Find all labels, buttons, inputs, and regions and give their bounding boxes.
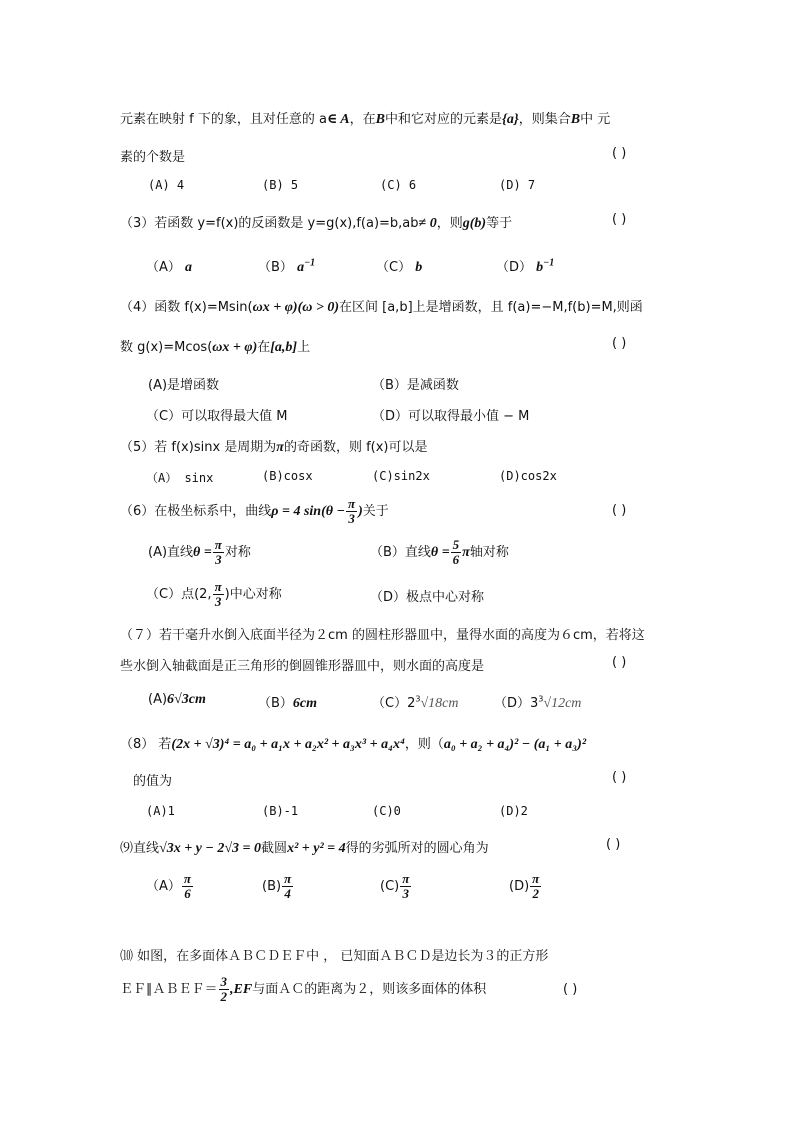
fraction	[182, 872, 193, 901]
denominator: 2	[220, 989, 228, 1004]
text: （8） 若	[120, 737, 172, 752]
math: B	[570, 112, 581, 127]
answer-bracket: ( )	[606, 837, 621, 852]
fraction	[400, 872, 411, 901]
answer-bracket: ( )	[612, 212, 627, 227]
text: （3）若函数 y=f(x)的反函数是 y=g(x),f(a)=b,ab	[120, 216, 419, 231]
math: g(b)	[462, 216, 487, 231]
label: （D）3	[494, 696, 539, 711]
numerator: π	[284, 871, 292, 886]
label: （D）	[496, 260, 533, 275]
question-3-stem	[120, 212, 512, 232]
denominator: 3	[214, 594, 222, 609]
fraction	[219, 975, 230, 1004]
math: b	[415, 260, 423, 275]
text: ，则集合	[518, 112, 571, 127]
option-b: (B)cosx	[262, 469, 313, 483]
text: 与面ＡＣ的距离为２，则该多面体的体积	[252, 982, 487, 997]
text: 数 g(x)=Mcos(	[120, 340, 213, 355]
label: (B)	[262, 879, 282, 894]
label: （C）点(2,	[146, 587, 212, 602]
numerator: π	[214, 579, 222, 594]
label: (A)直线	[148, 545, 194, 560]
text: ＥＦ∥ＡＢＥＦ＝	[120, 982, 218, 997]
option-d: （D）极点中心对称	[370, 590, 485, 605]
option-c	[380, 872, 412, 901]
superscript: −1	[543, 257, 555, 269]
denominator: 2	[532, 886, 539, 901]
text: ，在	[349, 112, 376, 127]
numerator: π	[183, 871, 192, 886]
math: ρ = 4 sin(θ −	[271, 504, 346, 519]
text: 上	[297, 340, 311, 355]
math: θ =	[193, 545, 212, 560]
text: （4）函数 f(x)=Msin(	[120, 300, 253, 315]
math: ≠ 0	[418, 216, 437, 231]
question-8-stem	[120, 733, 586, 753]
text: 对称	[224, 545, 251, 560]
text: )中心对称	[224, 587, 282, 602]
option-a	[146, 872, 194, 901]
question-4-stem	[120, 296, 643, 316]
question-8-line-2: 的值为	[133, 774, 173, 789]
superscript: −1	[304, 257, 316, 269]
denominator: 4	[284, 886, 291, 901]
answer-bracket: ( )	[612, 770, 627, 785]
option-d: (D) 7	[499, 178, 536, 192]
intro-line-1	[120, 108, 610, 128]
math: √3x + y − 2√3 = 0	[159, 841, 262, 856]
question-9-stem	[120, 837, 489, 857]
math: a₀ + a₂ + a₄)² − (a₁ + a₃)²	[443, 737, 587, 752]
option-b: (B) 5	[262, 178, 299, 192]
option-d	[509, 872, 542, 901]
math: 6cm	[292, 696, 318, 711]
math: π	[276, 440, 284, 455]
option-a	[148, 538, 251, 567]
math: )	[358, 504, 363, 519]
option-a: (A)1	[146, 804, 175, 818]
fraction	[213, 538, 224, 567]
option-c: (C)sin2x	[372, 469, 430, 483]
answer-bracket: ( )	[563, 982, 578, 997]
question-5-stem	[120, 436, 427, 456]
answer-bracket: ( )	[612, 336, 627, 351]
denominator: 6	[184, 886, 191, 901]
math: √18cm	[420, 696, 459, 711]
denominator: 3	[402, 886, 410, 901]
answer-bracket: ( )	[612, 503, 627, 518]
numerator: 5	[452, 537, 460, 552]
text: 等于	[486, 216, 513, 231]
option-a	[148, 692, 206, 708]
text: ⑼直线	[120, 841, 160, 856]
numerator: π	[402, 871, 410, 886]
text: ，则	[436, 216, 463, 231]
fraction	[282, 872, 293, 901]
option-c	[146, 580, 282, 609]
intro-line-2: 素的个数是	[120, 150, 186, 165]
math: a	[297, 260, 305, 275]
text: ，则（	[404, 737, 444, 752]
option-c	[372, 692, 458, 712]
text: 轴对称	[469, 545, 509, 560]
root-index: 3	[415, 694, 421, 704]
math: π	[462, 545, 470, 560]
text: （5）若 f(x)sinx 是周期为	[120, 440, 277, 455]
math: ωx + φ)	[212, 340, 258, 355]
math: ωx + φ)(ω > 0)	[252, 300, 340, 315]
math: √12cm	[543, 696, 582, 711]
label: (D)	[509, 879, 530, 894]
fraction	[213, 580, 224, 609]
math: ∈ A	[326, 112, 350, 127]
numerator: π	[348, 496, 356, 511]
text: 在区间 [a,b]上是增函数，且 f(a)=−M,f(b)=M,则函	[339, 300, 643, 315]
math: a	[185, 260, 193, 275]
option-d: (D)2	[499, 804, 528, 818]
option-d: （D）可以取得最小值 − M	[372, 409, 530, 424]
option-d	[496, 256, 554, 276]
text: 关于	[362, 504, 389, 519]
question-6-stem	[120, 497, 389, 526]
option-c	[376, 256, 422, 276]
math: B	[375, 112, 385, 127]
option-d: (D)cos2x	[499, 469, 557, 483]
label: （B）直线	[370, 545, 431, 560]
text: 截圆	[261, 841, 288, 856]
label: (C)	[380, 879, 400, 894]
option-b	[258, 256, 315, 276]
question-10-line-1: ⑽ 如图，在多面体ＡＢＣＤＥＦ中 ， 已知面ＡＢＣＤ是边长为３的正方形	[120, 949, 549, 964]
option-b	[262, 872, 294, 901]
denominator: 3	[215, 552, 222, 567]
fraction	[530, 872, 541, 901]
answer-bracket: ( )	[612, 655, 627, 670]
math: (2x + √3)⁴ = a₀ + a₁x + a₂x² + a₃x³ + a₄x⁴	[171, 737, 405, 752]
math: [a,b]	[270, 340, 298, 355]
option-b: （B）是减函数	[372, 378, 459, 393]
text: 元素在映射 f 下的象，且对任意的 a	[120, 112, 327, 127]
option-a: (A)是增函数	[148, 378, 220, 393]
text: 在	[257, 340, 271, 355]
numerator: π	[532, 871, 540, 886]
option-c: (C)0	[372, 804, 401, 818]
numerator: 3	[220, 974, 228, 989]
option-c: （C）可以取得最大值 M	[146, 409, 288, 424]
label: （C）	[376, 260, 412, 275]
math: 6√3cm	[167, 692, 206, 707]
text: 中和它对应的元素是	[385, 112, 503, 127]
option-a: (A) 4	[148, 178, 185, 192]
numerator: π	[214, 537, 222, 552]
question-7-line-1: （７）若干毫升水倒入底面半径为２cm 的圆柱形器皿中，量得水面的高度为６cm，若将这	[120, 628, 645, 643]
question-4-line-2	[120, 336, 310, 356]
label: （A）	[146, 260, 181, 275]
text: 中 元	[580, 112, 611, 127]
question-10-line-2	[120, 975, 486, 1004]
math: x² + y² = 4	[287, 841, 346, 856]
root-index: 3	[538, 694, 544, 704]
math: ,EF	[230, 982, 253, 997]
option-a: （A） sinx	[146, 471, 214, 485]
question-7-line-2: 些水倒入轴截面是正三角形的倒圆锥形器皿中，则水面的高度是	[120, 659, 485, 674]
label: （A）	[146, 879, 181, 894]
label: （B）	[258, 260, 293, 275]
label: (A)	[148, 692, 168, 707]
option-b: (B)-1	[262, 804, 299, 818]
denominator: 3	[348, 511, 355, 526]
text: （6）在极坐标系中，曲线	[120, 504, 272, 519]
math: {a}	[502, 112, 519, 127]
option-c: (C) 6	[380, 178, 417, 192]
option-b	[258, 692, 317, 712]
fraction	[451, 538, 462, 567]
math: θ =	[430, 545, 450, 560]
option-b	[370, 538, 509, 567]
text: 得的劣弧所对的圆心角为	[345, 841, 489, 856]
label: （B）	[258, 696, 293, 711]
fraction	[346, 497, 357, 526]
math: b	[536, 260, 544, 275]
answer-bracket: ( )	[612, 146, 627, 161]
option-a	[146, 256, 192, 276]
label: （C）2	[372, 696, 416, 711]
text: 的奇函数，则 f(x)可以是	[283, 440, 428, 455]
denominator: 6	[452, 552, 460, 567]
option-d	[494, 692, 581, 712]
